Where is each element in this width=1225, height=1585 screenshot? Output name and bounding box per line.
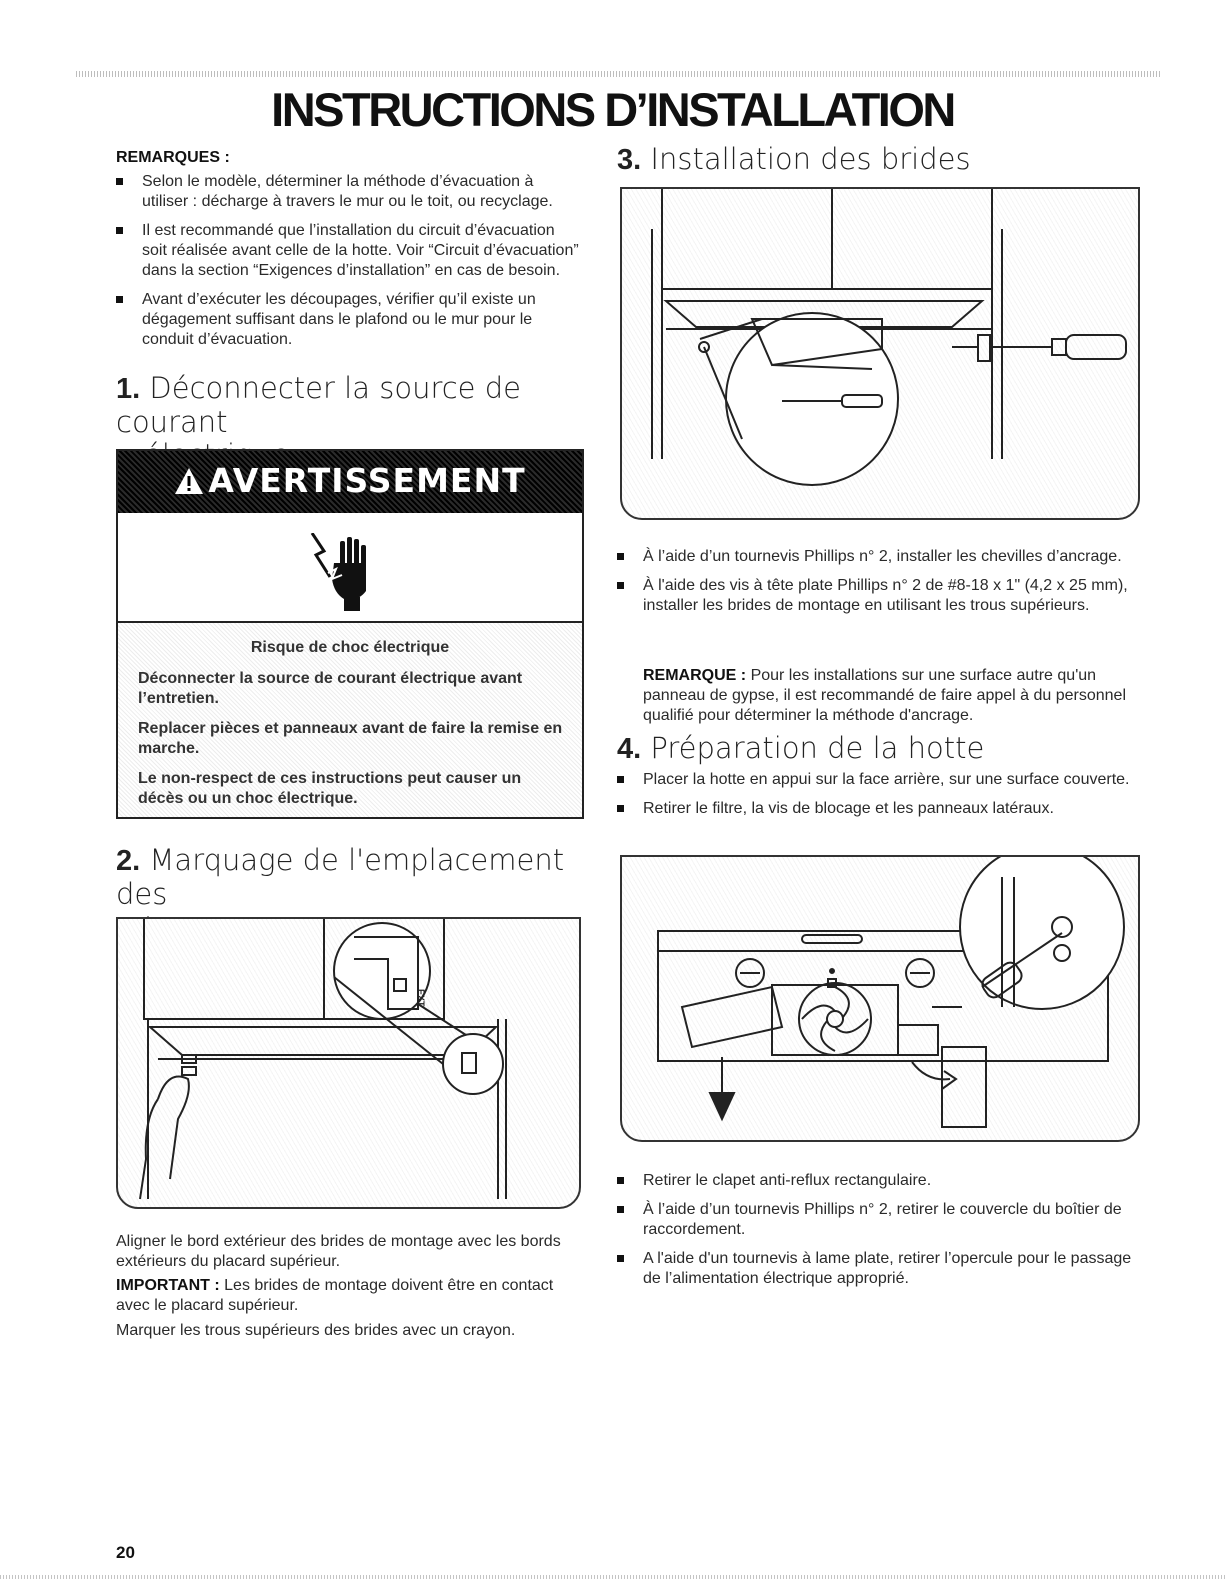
list-item: Placer la hotte en appui sur la face arrière, sur une surface couverte. — [617, 770, 1142, 790]
bottom-rule — [0, 1575, 1225, 1579]
step-title: Marquage de l'emplacement des — [116, 843, 565, 911]
warning-triangle-icon — [174, 467, 204, 495]
top-rule — [76, 71, 1160, 77]
step-number: 4. — [617, 733, 642, 765]
step-title: Préparation de la hotte — [650, 731, 985, 765]
list-item: A l'aide d'un tournevis à lame plate, retirer l’opercule pour le passage de l’alimentation électrique approprié. — [617, 1249, 1142, 1289]
step2-text-2: Marquer les trous supérieurs des brides avec un crayon. — [116, 1322, 516, 1339]
note-text: Pour les installations sur une surface autre qu'un panneau de gypse, il est recommandé de faire appel à du personnel qualifié pour déterminer la méthode d'ancrage. — [643, 667, 1126, 724]
step4-list-top — [617, 770, 1142, 828]
step-title: Installation des brides — [650, 142, 971, 176]
hood-prep-drawing — [622, 857, 1140, 1142]
step-number: 3. — [617, 144, 642, 176]
step2-text: Aligner le bord extérieur des brides de montage avec les bords extérieurs du placard supérieur. — [116, 1233, 561, 1270]
warning-title — [118, 461, 582, 500]
electric-shock-hand-icon — [310, 533, 370, 613]
notes-list — [116, 172, 582, 359]
list-item: À l’aide d’un tournevis Phillips n° 2, retirer le couvercle du boîtier de raccordement. — [617, 1200, 1142, 1240]
step3-list — [617, 547, 1142, 625]
warning-text-area — [118, 623, 582, 817]
illustration-install-brackets — [620, 187, 1140, 520]
warning-box — [116, 449, 584, 819]
list-item: Selon le modèle, déterminer la méthode d’évacuation à utiliser : décharge à travers le mur ou le toit, ou recyclage. — [116, 172, 582, 212]
warning-symbol-area — [118, 513, 582, 623]
cabinet-marking-drawing — [118, 919, 581, 1209]
note-label: REMARQUE : — [643, 667, 747, 684]
step3-note — [643, 666, 1143, 726]
step3-heading — [617, 143, 1157, 177]
list-item: Retirer le filtre, la vis de blocage et les panneaux latéraux. — [617, 799, 1142, 819]
list-item: À l’aide d’un tournevis Phillips n° 2, installer les chevilles d’ancrage. — [617, 547, 1142, 567]
step-number: 2. — [116, 845, 141, 877]
page-number: 20 — [116, 1543, 135, 1562]
step-title: Déconnecter la source de courant — [116, 371, 521, 439]
page-title: INSTRUCTIONS D’INSTALLATION — [271, 83, 954, 136]
warning-paragraph: Le non-respect de ces instructions peut causer un décès ou un choc électrique. — [138, 770, 522, 807]
step4-list-bottom — [617, 1171, 1142, 1298]
step-number: 1. — [116, 373, 141, 405]
warning-paragraph: Replacer pièces et panneaux avant de faire la remise en marche. — [138, 720, 563, 757]
warning-header — [118, 451, 582, 513]
step4-heading — [617, 732, 1157, 766]
important-text: Les brides de montage doivent être en contact avec le placard supérieur. — [116, 1277, 554, 1314]
illustration-mark-holes — [116, 917, 581, 1209]
step2-important — [116, 1276, 582, 1316]
list-item: Retirer le clapet anti-reflux rectangulaire. — [617, 1171, 1142, 1191]
illus-label: EXT — [416, 989, 426, 1007]
notes-label: REMARQUES : — [116, 149, 230, 166]
list-item: Il est recommandé que l’installation du circuit d’évacuation soit réalisée avant celle de la hotte. Voir “Circuit d’évacuation” dans la section “Exigences d’installation” en cas de besoin. — [116, 221, 582, 281]
warning-risk: Risque de choc électrique — [250, 639, 450, 656]
warning-paragraph: Déconnecter la source de courant électrique avant l’entretien. — [138, 670, 523, 707]
illustration-hood-prep — [620, 855, 1140, 1142]
list-item: À l'aide des vis à tête plate Phillips n° 2 de #8-18 x 1" (4,2 x 25 mm), installer les brides de montage en utilisant les trous supérieurs. — [617, 576, 1142, 616]
warning-title-text: AVERTISSEMENT — [208, 461, 526, 500]
list-item: Avant d’exécuter les découpages, vérifier qu’il existe un dégagement suffisant dans le plafond ou le mur pour le conduit d’évacuation. — [116, 290, 582, 350]
bracket-install-drawing — [622, 189, 1140, 520]
important-label: IMPORTANT : — [116, 1277, 220, 1294]
